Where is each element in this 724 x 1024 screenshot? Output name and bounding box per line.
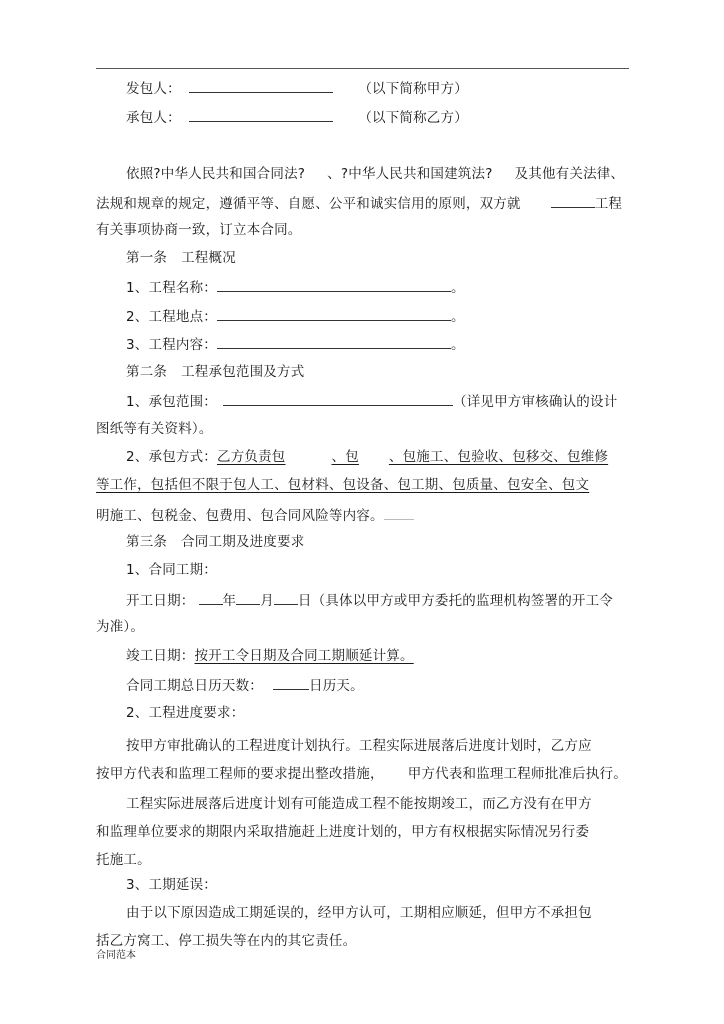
- progress-para-2-line-1: 工程实际进展落后进度计划有可能造成工程不能按期竣工，而乙方没有在甲方: [126, 796, 592, 812]
- preamble-line-2: [96, 193, 622, 213]
- start-date-label: 开工日期：: [126, 593, 195, 609]
- scope-note: （详见甲方审核确认的设计: [453, 394, 618, 410]
- progress-para-1-line-1: 按甲方审批确认的工程进度计划执行。工程实际进展落后进度计划时，乙方应: [126, 738, 592, 754]
- total-days-field[interactable]: [273, 675, 309, 690]
- total-days-label: 合同工期总日历天数：: [126, 678, 263, 694]
- start-month-field[interactable]: [236, 590, 260, 605]
- progress-para-1-line-2: 按甲方代表和监理工程师的要求提出整改措施， 甲方代表和监理工程师批准后执行。: [96, 766, 627, 782]
- scope-field[interactable]: [223, 391, 453, 406]
- start-date-line: 开工日期： 年 月 日（具体以甲方或甲方委托的监理机构签署的开工令: [126, 590, 613, 610]
- preamble-construction-law: 、?中华人民共和国建筑法?: [327, 166, 493, 182]
- total-days-line: [126, 675, 364, 695]
- project-site-field[interactable]: [217, 306, 451, 321]
- party-b-line: [126, 107, 468, 127]
- article-2-heading: [126, 363, 304, 381]
- project-content-field[interactable]: [217, 334, 451, 349]
- project-content-label: 3、工程内容：: [126, 337, 217, 353]
- finish-date-line: [126, 647, 422, 665]
- start-date-note-continued: 为准）。: [96, 619, 145, 635]
- finish-date-label: 竣工日期：: [126, 648, 195, 664]
- preamble-line-3: 有关事项协商一致，订立本合同。: [96, 222, 302, 238]
- project-name-field[interactable]: [217, 277, 451, 292]
- project-site-line: [126, 306, 465, 326]
- article-1-number: 第一条: [126, 250, 168, 266]
- scope-note-continued: 图纸等有关资料）。: [96, 421, 213, 437]
- total-days-unit: 日历天。: [309, 678, 364, 694]
- party-b-note: （以下简称乙方）: [358, 110, 468, 126]
- party-a-note: （以下简称甲方）: [358, 81, 468, 97]
- progress-requirements-heading: 2、工程进度要求：: [126, 705, 245, 721]
- article-1-title: 工程概况: [181, 250, 236, 266]
- project-content-line: [126, 334, 465, 354]
- footer-label: 合同范本: [96, 950, 136, 961]
- article-3-number: 第三条: [126, 534, 168, 550]
- party-b-label: 承包人：: [126, 110, 181, 126]
- article-1-heading: [126, 249, 236, 267]
- party-a-label: 发包人：: [126, 81, 181, 97]
- start-day-field[interactable]: [274, 590, 298, 605]
- method-text-a: 乙方负责包 、包 、包施工、包验收、包移交、包维修: [217, 449, 609, 465]
- party-a-blank[interactable]: [189, 78, 333, 93]
- delay-heading: 3、工期延误：: [126, 877, 217, 893]
- progress-para-2-line-2: 和监理单位要求的期限内采取措施赶上进度计划的，甲方有权根据实际情况另行委: [96, 824, 590, 840]
- project-site-label: 2、工程地点：: [126, 309, 217, 325]
- period-mark: 。: [451, 337, 465, 353]
- period-mark: 。: [451, 280, 465, 296]
- delay-para-line-2: 括乙方窝工、停工损失等在内的其它责任。: [96, 933, 357, 949]
- article-3-heading: [126, 533, 304, 551]
- project-name-blank[interactable]: [551, 193, 595, 208]
- project-name-line: [126, 277, 465, 297]
- preamble-project-word: 工程: [594, 196, 623, 212]
- project-name-label: 1、工程名称：: [126, 280, 217, 296]
- preamble-line-1: [126, 165, 624, 183]
- delay-para-line-1: 由于以下原因造成工期延误的，经甲方认可，工期相应顺延，但甲方不承担包: [126, 905, 592, 921]
- finish-date-text: 按开工令日期及合同工期顺延计算。: [194, 648, 414, 664]
- header-rule: [96, 68, 629, 69]
- scope-line: [126, 391, 617, 411]
- method-line-1: [126, 448, 626, 466]
- preamble-contract-law: 依照?中华人民共和国合同法?: [126, 166, 306, 182]
- article-2-title: 工程承包范围及方式: [181, 364, 305, 380]
- method-line-3: 明施工、包税金、包费用、包合同风险等内容。: [96, 505, 414, 525]
- period-mark: 。: [451, 309, 465, 325]
- party-a-line: [126, 78, 468, 98]
- party-b-blank[interactable]: [189, 107, 333, 122]
- preamble-principles: 法规和规章的规定，遵循平等、自愿、公平和诚实信用的原则，双方就: [96, 196, 521, 212]
- progress-para-2-line-3: 托施工。: [96, 852, 151, 868]
- scope-label: 1、承包范围：: [126, 394, 217, 410]
- method-label: 2、承包方式：: [126, 449, 217, 465]
- start-date-note: （具体以甲方或甲方委托的监理机构签署的开工令: [311, 593, 614, 609]
- preamble-other-laws: 及其他有关法律、: [514, 166, 625, 182]
- article-2-number: 第二条: [126, 364, 168, 380]
- contract-period-heading: 1、合同工期：: [126, 562, 217, 578]
- article-3-title: 合同工期及进度要求: [181, 534, 305, 550]
- method-line-2: 等工作，包括但不限于包人工、包材料、包设备、包工期、包质量、包安全、包文: [96, 477, 590, 493]
- start-year-field[interactable]: [199, 590, 223, 605]
